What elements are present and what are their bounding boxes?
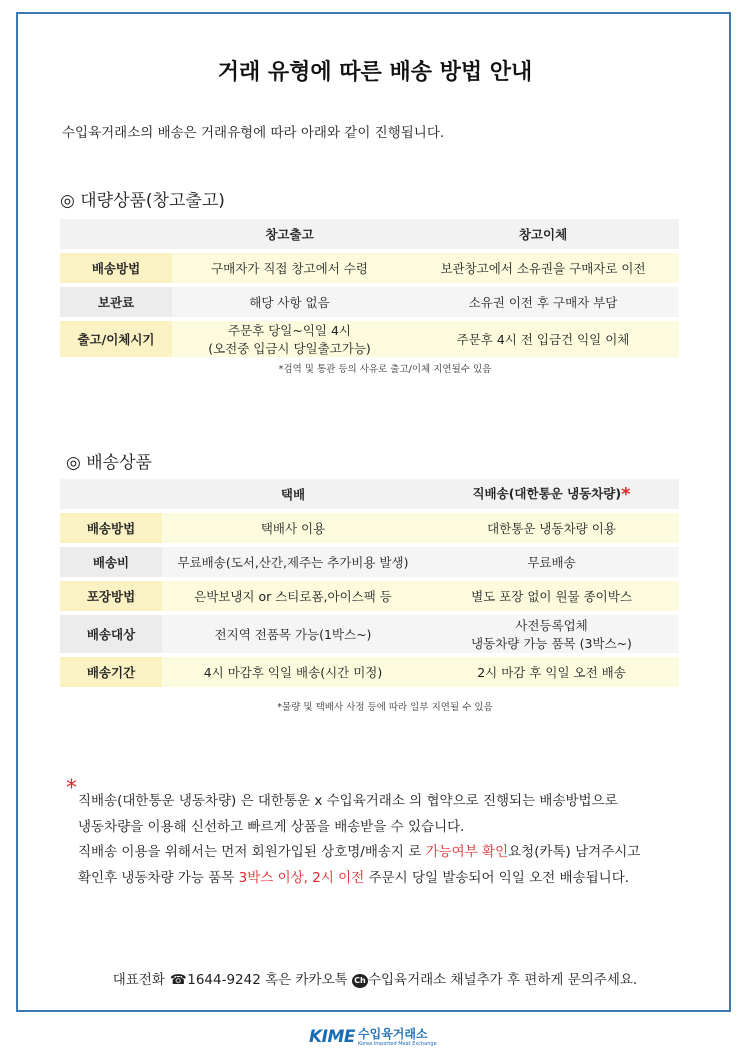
table-cell: 택배사 이용 [162, 513, 424, 543]
table-row [60, 547, 679, 577]
table-row [60, 321, 679, 357]
bulk-note: *검역 및 통관 등의 사유로 출고/이체 지연될수 있음 [278, 364, 492, 375]
footnote-line [78, 840, 640, 866]
footnote-segment: 요청(카톡) 남겨주시고 [508, 844, 641, 860]
asterisk-mark: * [621, 483, 631, 505]
contact-info [0, 968, 750, 988]
bulk-shipping-table [60, 215, 679, 361]
cell-line: 주문후 당일~익일 4시 [228, 323, 351, 338]
footnote-line [78, 866, 640, 892]
table-cell: 구매자가 직접 창고에서 수령 [172, 253, 407, 283]
row-label: 포장방법 [60, 581, 162, 611]
table-cell [424, 615, 679, 653]
footnote-segment: 확인후 냉동차량 가능 품목 [78, 869, 239, 886]
intro-text: 수입육거래소의 배송은 거래유형에 따라 아래와 같이 진행됩니다. [62, 125, 445, 141]
contact-label: 대표전화 [112, 972, 165, 988]
table-cell: 무료배송 [424, 547, 679, 577]
table-corner [60, 219, 172, 249]
table-cell: 은박보냉지 or 스티로폼,아이스팩 등 [162, 581, 424, 611]
footnote-asterisk: * [66, 776, 77, 801]
footnote-line: 직배송(대한통운 냉동차량) 은 대한통운 x 수입육거래소 의 협약으로 진행되는 배송방법으로 [78, 793, 618, 809]
table-cell: 소유권 이전 후 구매자 부담 [407, 287, 679, 317]
logo-name-kr: 수입육거래소 [358, 1026, 428, 1041]
page-title: 거래 유형에 따른 배송 방법 안내 [217, 60, 533, 85]
logo-name-en: Korea Imported Meat Exchange [358, 1040, 437, 1047]
table-cell: 별도 포장 없이 원물 종이박스 [424, 581, 679, 611]
row-label: 배송대상 [60, 615, 162, 653]
section-delivery-heading: ◎ 배송상품 [66, 453, 152, 473]
kime-logo [309, 1024, 437, 1050]
table-row [60, 513, 679, 543]
table-row [60, 615, 679, 653]
contact-tail: 수입육거래소 채널추가 후 편하게 문의주세요. [367, 972, 638, 988]
table-cell: 2시 마감 후 익일 오전 배송 [424, 657, 679, 687]
cell-line: (오전중 입금시 당일출고가능) [208, 341, 371, 356]
row-label: 배송기간 [60, 657, 162, 687]
table-row [60, 287, 679, 317]
table-row [60, 657, 679, 687]
column-header-text: 직배송(대한통운 냉동차량) [472, 485, 622, 501]
table-row [60, 253, 679, 283]
table-cell: 무료배송(도서,산간,제주는 추가비용 발생) [162, 547, 424, 577]
footnote-line: 냉동차량을 이용해 신선하고 빠르게 상품을 배송받을 수 있습니다. [78, 818, 465, 835]
phone-icon: ☎ [169, 972, 187, 988]
column-header: 창고이체 [407, 219, 679, 249]
table-corner [60, 479, 162, 509]
contact-mid: 혹은 카카오톡 [265, 972, 348, 988]
cell-line: 사전등록업체 [515, 618, 588, 633]
kakao-channel-icon: Ch [352, 974, 368, 988]
footnote-segment: 주문시 당일 발송되어 익일 오전 배송됩니다. [364, 869, 630, 886]
row-label: 배송비 [60, 547, 162, 577]
table-row [60, 581, 679, 611]
delivery-note: *물량 및 택배사 사정 등에 따라 일부 지연될 수 있음 [277, 702, 493, 713]
delivery-shipping-table [60, 475, 679, 691]
table-cell: 해당 사항 없음 [172, 287, 407, 317]
table-cell: 전지역 전품목 가능(1박스~) [162, 615, 424, 653]
logo-mark: KIME [309, 1027, 356, 1047]
footnote-text [78, 789, 640, 891]
column-header [424, 479, 679, 509]
row-label: 배송방법 [60, 253, 172, 283]
phone-number[interactable]: 1644-9242 [187, 972, 261, 988]
table-cell: 4시 마감후 익일 배송(시간 미정) [162, 657, 424, 687]
highlight-text: 3박스 이상, 2시 이전 [238, 869, 365, 886]
highlight-text: 가능여부 확인 [425, 844, 509, 860]
column-header: 창고출고 [172, 219, 407, 249]
footnote-segment: 직배송 이용을 위해서는 먼저 회원가입된 상호명/배송지 로 [78, 844, 426, 860]
column-header: 택배 [162, 479, 424, 509]
row-label: 보관료 [60, 287, 172, 317]
table-cell: 보관창고에서 소유권을 구매자로 이전 [407, 253, 679, 283]
section-bulk-heading: ◎ 대량상품(창고출고) [60, 191, 225, 211]
table-cell [172, 321, 407, 357]
cell-line: 냉동차량 가능 품목 (3박스~) [471, 636, 632, 651]
row-label: 배송방법 [60, 513, 162, 543]
table-cell: 주문후 4시 전 입금건 익일 이체 [407, 321, 679, 357]
table-cell: 대한통운 냉동차량 이용 [424, 513, 679, 543]
row-label: 출고/이체시기 [60, 321, 172, 357]
